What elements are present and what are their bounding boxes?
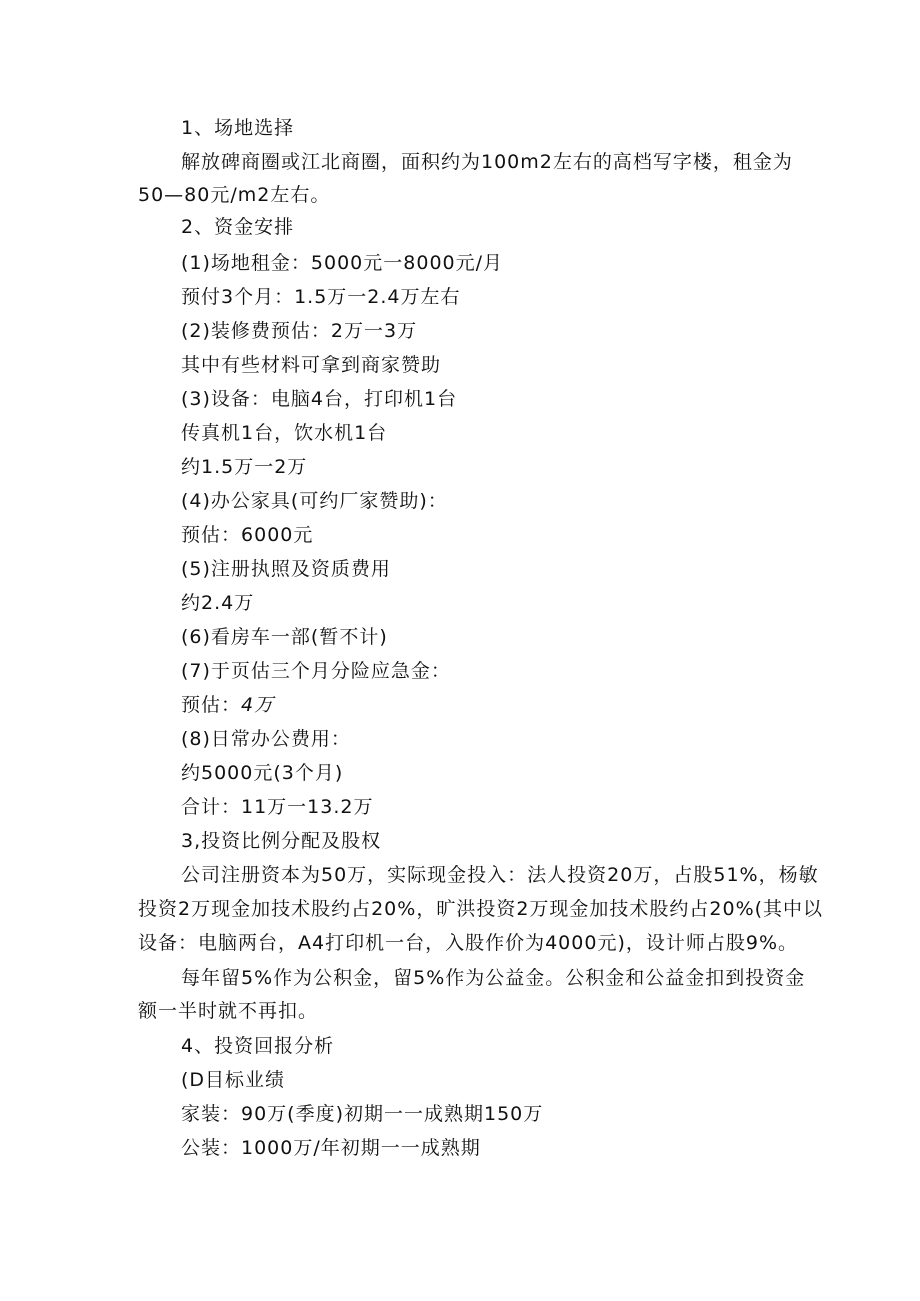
section-heading-site-selection: 1、场地选择 [181,117,295,139]
total-line: 合计：11万一13.2万 [181,796,374,818]
paragraph-line: 公司注册资本为50万，实际现金投入：法人投资20万，占股51%，杨敏 [181,864,819,886]
list-item: (5)注册执照及资质费用 [181,558,391,580]
list-item: 家装：90万(季度)初期一一成熟期150万 [181,1103,544,1125]
section-heading-funding: 2、资金安排 [181,216,295,238]
list-item-detail [181,694,274,716]
paragraph-line: 设备：电脑两台，A4打印机一台，入股作价为4000元)，设计师占股9%。 [138,932,798,954]
list-item: 公装：1000万/年初期一一成熟期 [181,1137,481,1159]
list-item-detail: 传真机1台，饮水机1台 [181,422,388,444]
paragraph-line: 投资2万现金加技术股约占20%，旷洪投资2万现金加技术股约占20%(其中以 [138,898,824,920]
list-item-detail: 约2.4万 [181,592,255,614]
list-item: (2)装修费预估：2万一3万 [181,320,418,342]
list-item: (3)设备：电脑4台，打印机1台 [181,388,458,410]
list-item-detail: 预付3个月：1.5万一2.4万左右 [181,286,461,308]
paragraph-line: 每年留5%作为公积金，留5%作为公益金。公积金和公益金扣到投资金 [181,967,806,989]
list-item: (7)于页估三个月分险应急金： [181,660,451,682]
estimate-value: 4万 [241,694,275,716]
list-item: (1)场地租金：5000元一8000元/月 [181,252,504,274]
list-item-detail: 约1.5万一2万 [181,456,308,478]
paragraph-line: 额一半时就不再扣。 [138,1000,319,1022]
list-item: (6)看房车一部(暂不计) [181,626,388,648]
list-item-detail: 约5000元(3个月) [181,762,344,784]
estimate-label: 预估： [181,694,242,716]
paragraph-line: 解放碑商圈或江北商圈，面积约为100m2左右的高档写字楼，租金为 [181,151,793,173]
list-item-detail [181,524,313,546]
estimate-value: 6000元 [241,524,314,546]
section-heading-returns: 4、投资回报分析 [181,1035,335,1057]
subheading: (D目标业绩 [181,1069,286,1091]
list-item: (8)日常办公费用： [181,728,351,750]
list-item-detail: 其中有些材料可拿到商家赞助 [181,354,442,376]
estimate-label: 预估： [181,524,242,546]
list-item: (4)办公家具(可约厂家赞助)： [181,490,448,512]
paragraph-line: 50—80元/m2左右。 [138,184,331,206]
section-heading-equity: 3,投资比例分配及股权 [181,830,382,852]
